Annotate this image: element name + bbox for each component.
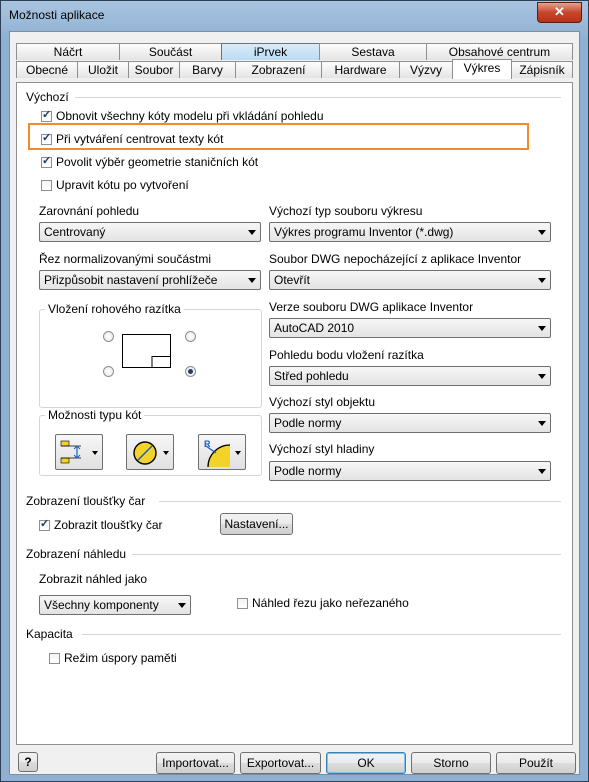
default-file-type-value: Výkres programu Inventor (*.dwg) — [274, 225, 454, 239]
preview-as-select[interactable] — [39, 595, 191, 615]
tab-notebook[interactable]: Zápisník — [511, 61, 573, 78]
tab-sketch[interactable]: Náčrt — [16, 43, 120, 60]
edit-dim-checkbox[interactable] — [41, 178, 189, 192]
diameter-dim-icon — [131, 439, 159, 467]
default-file-type-label: Výchozí typ souboru výkresu — [269, 204, 423, 218]
section-std-value: Přizpůsobit nastavení prohlížeče — [44, 273, 218, 287]
chevron-down-icon — [538, 469, 546, 474]
tab-file[interactable]: Soubor — [128, 61, 180, 78]
tab-save[interactable]: Uložit — [77, 61, 129, 78]
object-style-value: Podle normy — [274, 416, 342, 430]
line-weight-heading: Zobrazení tloušťky čar — [26, 494, 146, 508]
corner-bottom-left-radio[interactable] — [103, 366, 114, 377]
drawing-tab-panel — [16, 82, 573, 745]
divider — [132, 554, 561, 555]
section-std-label: Řez normalizovanými součástmi — [39, 252, 212, 266]
export-button[interactable]: Exportovat... — [240, 752, 321, 774]
insert-point-select[interactable] — [269, 366, 551, 386]
sheet-preview-icon — [122, 334, 172, 369]
import-button[interactable]: Importovat... — [156, 752, 235, 774]
highlight-annotation — [28, 123, 529, 150]
tab-prompts[interactable]: Výzvy — [399, 61, 453, 78]
allow-geometry-checkbox[interactable] — [41, 155, 258, 169]
tab-drawing[interactable]: Výkres — [452, 59, 512, 79]
show-line-weights-checkbox[interactable] — [39, 518, 163, 532]
memory-saving-checkbox[interactable] — [49, 651, 177, 665]
preview-as-label: Zobrazit náhled jako — [39, 572, 148, 586]
non-inventor-dwg-value: Otevřít — [274, 273, 311, 287]
dwg-version-select[interactable] — [269, 318, 551, 338]
chevron-down-icon — [235, 451, 241, 455]
section-unsectioned-label: Náhled řezu jako neřezaného — [252, 596, 409, 610]
chevron-down-icon — [538, 278, 546, 283]
linear-dim-icon — [59, 440, 89, 464]
section-unsectioned-checkbox[interactable] — [237, 596, 409, 610]
dim-types-group — [39, 408, 262, 476]
help-button[interactable]: ? — [18, 752, 38, 772]
tab-part[interactable]: Součást — [119, 43, 222, 60]
default-file-type-select[interactable] — [269, 222, 551, 242]
title-block-label: Vložení rohového razítka — [45, 302, 184, 316]
allow-geometry-label: Povolit výběr geometrie staničních kót — [56, 155, 259, 169]
show-line-weights-label: Zobrazit tloušťky čar — [54, 518, 163, 532]
edit-dim-label: Upravit kótu po vytvoření — [56, 178, 189, 192]
dwg-version-value: AutoCAD 2010 — [274, 321, 355, 335]
chevron-down-icon — [538, 230, 546, 235]
checkbox-checked-icon[interactable] — [41, 111, 52, 122]
tab-display[interactable]: Zobrazení — [235, 61, 322, 78]
dim-types-label: Možnosti typu kót — [45, 408, 144, 422]
tab-general[interactable]: Obecné — [16, 61, 78, 78]
chevron-down-icon — [163, 451, 169, 455]
layer-style-value: Podle normy — [274, 464, 342, 478]
tab-assembly[interactable]: Sestava — [319, 43, 427, 60]
layer-style-label: Výchozí styl hladiny — [269, 442, 375, 456]
ok-button[interactable]: OK — [326, 752, 406, 774]
tab-content-center[interactable]: Obsahové centrum — [426, 43, 573, 60]
title-block-group — [39, 302, 262, 408]
chevron-down-icon — [538, 421, 546, 426]
tab-iprvek[interactable]: iPrvek — [221, 43, 320, 60]
layer-style-select[interactable] — [269, 461, 551, 481]
corner-bottom-right-radio[interactable] — [185, 366, 196, 377]
radius-dim-icon — [202, 438, 232, 468]
object-style-label: Výchozí styl objektu — [269, 395, 376, 409]
dwg-version-label: Verze souboru DWG aplikace Inventor — [269, 300, 474, 314]
close-button[interactable]: ✕ — [537, 2, 582, 23]
preview-heading: Zobrazení náhledu — [26, 547, 127, 561]
tab-colors[interactable]: Barvy — [179, 61, 236, 78]
corner-top-left-radio[interactable] — [103, 331, 114, 342]
divider — [159, 501, 561, 502]
svg-text:R: R — [204, 439, 211, 449]
center-text-label: Při vytváření centrovat texty kót — [56, 132, 224, 146]
non-inventor-dwg-select[interactable] — [269, 270, 551, 290]
chevron-down-icon — [538, 326, 546, 331]
diameter-dim-type-button[interactable] — [126, 434, 174, 470]
non-inventor-dwg-label: Soubor DWG nepocházející z aplikace Inventor — [269, 252, 522, 266]
tab-hardware[interactable]: Hardware — [321, 61, 400, 78]
chevron-down-icon — [248, 278, 256, 283]
chevron-down-icon — [248, 230, 256, 235]
view-align-label: Zarovnání pohledu — [39, 204, 140, 218]
chevron-down-icon — [92, 451, 98, 455]
view-align-select[interactable] — [39, 222, 261, 242]
checkbox-unchecked-icon[interactable] — [237, 598, 248, 609]
update-dims-checkbox[interactable] — [41, 109, 324, 123]
section-std-select[interactable] — [39, 270, 261, 290]
cancel-button[interactable]: Storno — [411, 752, 491, 774]
defaults-heading: Výchozí — [26, 90, 69, 104]
radius-dim-type-button[interactable] — [198, 434, 246, 470]
checkbox-unchecked-icon[interactable] — [41, 180, 52, 191]
line-weight-settings-button[interactable]: Nastavení... — [220, 513, 293, 535]
chevron-down-icon — [178, 603, 186, 608]
checkbox-unchecked-icon[interactable] — [49, 653, 60, 664]
checkbox-checked-icon[interactable] — [39, 520, 50, 531]
divider — [75, 97, 561, 98]
linear-dim-type-button[interactable] — [55, 434, 103, 470]
chevron-down-icon — [538, 374, 546, 379]
divider — [82, 634, 561, 635]
title-bar[interactable] — [1, 1, 588, 31]
update-dims-label: Obnovit všechny kóty modelu při vkládání pohledu — [56, 109, 324, 123]
preview-as-value: Všechny komponenty — [44, 598, 159, 612]
checkbox-checked-icon[interactable] — [41, 157, 52, 168]
object-style-select[interactable] — [269, 413, 551, 433]
tab-row-2 — [16, 61, 573, 79]
apply-button[interactable]: Použít — [496, 752, 576, 774]
view-align-value: Centrovaný — [44, 225, 106, 239]
memory-saving-label: Režim úspory paměti — [64, 651, 177, 665]
window-title: Možnosti aplikace — [9, 8, 105, 22]
insert-point-label: Pohledu bodu vložení razítka — [269, 348, 424, 362]
insert-point-value: Střed pohledu — [274, 369, 349, 383]
corner-top-right-radio[interactable] — [185, 331, 196, 342]
capacity-heading: Kapacita — [26, 627, 73, 641]
